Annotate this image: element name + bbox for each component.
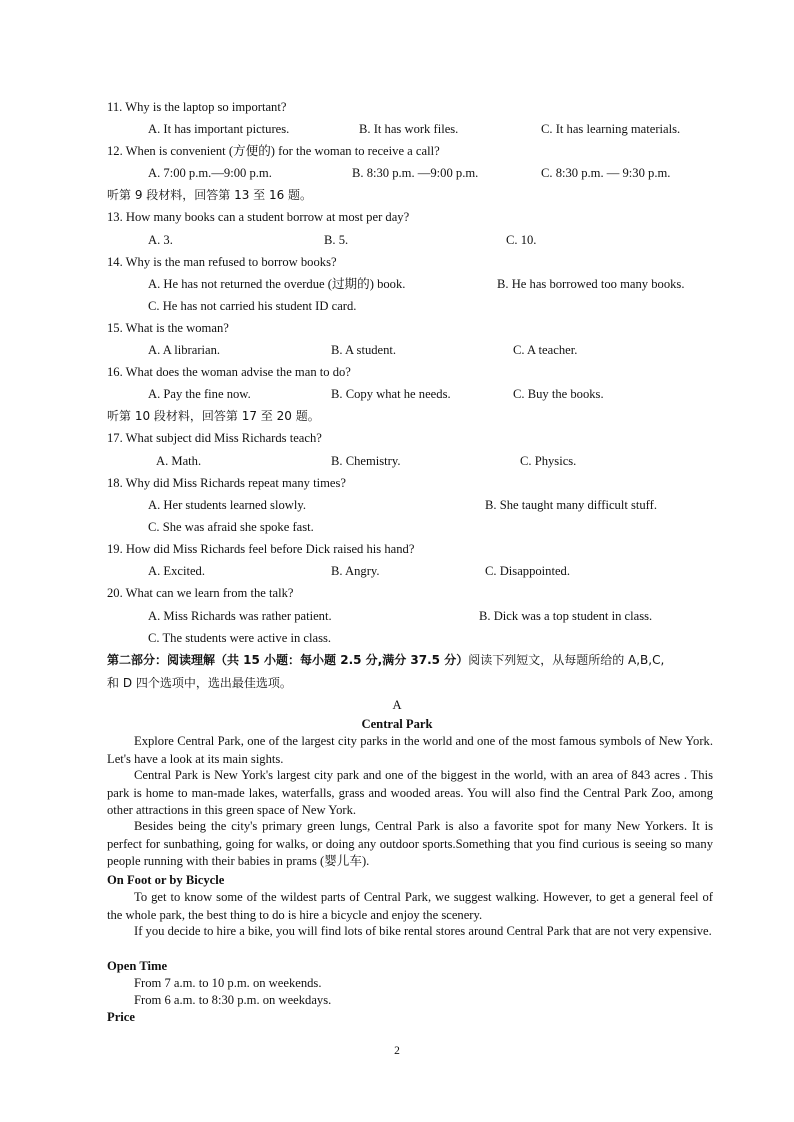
option-15b: B. A student. xyxy=(331,343,397,357)
option-11a: A. It has important pictures. xyxy=(148,122,290,136)
option-19c: C. Disappointed. xyxy=(485,564,571,578)
option-12a: A. 7:00 p.m.—9:00 p.m. xyxy=(148,166,272,180)
option-12b: B. 8:30 p.m. —9:00 p.m. xyxy=(352,166,479,180)
option-15a: A. A librarian. xyxy=(148,343,221,357)
option-13c: C. 10. xyxy=(506,233,537,247)
option-19b: B. Angry. xyxy=(331,564,380,578)
question-17: 17. What subject did Miss Richards teach? xyxy=(107,431,322,445)
heading-on-foot: On Foot or by Bicycle xyxy=(107,873,225,887)
part2-heading-bold: 第二部分：阅读理解（共 15 小题：每小题 2.5 分,满分 37.5 分） xyxy=(107,653,469,667)
section-9-instruction: 听第 9 段材料，回答第 13 至 16 题。 xyxy=(107,188,313,202)
passage-paragraph-2: Central Park is New York's largest city park and one of the biggest in the world, with an area of 843 acres . This park is home to man-made lakes, waterfalls, grass and wooded areas. You will also find the Central Park Zoo, among other attractions in this green space of New York. xyxy=(107,768,713,818)
heading-price: Price xyxy=(107,1010,135,1024)
option-18a: A. Her students learned slowly. xyxy=(148,498,306,512)
option-17a: A. Math. xyxy=(156,454,202,468)
passage-paragraph-5: If you decide to hire a bike, you will find lots of bike rental stores around Central Park that are not very expensive. xyxy=(134,924,712,938)
passage-title: Central Park xyxy=(361,717,433,731)
question-19: 19. How did Miss Richards feel before Dick raised his hand? xyxy=(107,542,415,556)
option-14b: B. He has borrowed too many books. xyxy=(497,277,685,291)
option-11b: B. It has work files. xyxy=(359,122,459,136)
open-time-weekends: From 7 a.m. to 10 p.m. on weekends. xyxy=(134,976,322,990)
option-17c: C. Physics. xyxy=(520,454,577,468)
option-20c: C. The students were active in class. xyxy=(148,631,332,645)
question-18: 18. Why did Miss Richards repeat many times? xyxy=(107,476,347,490)
part2-heading-line2: 和 D 四个选项中，选出最佳选项。 xyxy=(107,676,292,690)
option-20b: B. Dick was a top student in class. xyxy=(479,609,653,623)
question-15: 15. What is the woman? xyxy=(107,321,229,335)
question-16: 16. What does the woman advise the man to do? xyxy=(107,365,351,379)
option-18b: B. She taught many difficult stuff. xyxy=(485,498,657,512)
option-11c: C. It has learning materials. xyxy=(541,122,681,136)
option-13a: A. 3. xyxy=(148,233,173,247)
question-14: 14. Why is the man refused to borrow books? xyxy=(107,255,337,269)
passage-letter: A xyxy=(392,698,402,712)
page-number: 2 xyxy=(394,1045,400,1057)
part2-heading xyxy=(107,652,664,668)
option-15c: C. A teacher. xyxy=(513,343,578,357)
option-16c: C. Buy the books. xyxy=(513,387,604,401)
passage-paragraph-4: To get to know some of the wildest parts of Central Park, we suggest walking. However, to get a general feel of the whole park, the best thing to do is hire a bicycle and enjoy the scenery. xyxy=(107,890,713,922)
open-time-weekdays: From 6 a.m. to 8:30 p.m. on weekdays. xyxy=(134,993,332,1007)
option-13b: B. 5. xyxy=(324,233,349,247)
option-12c: C. 8:30 p.m. — 9:30 p.m. xyxy=(541,166,671,180)
question-12: 12. When is convenient (方便的) for the woman to receive a call? xyxy=(107,144,440,158)
option-17b: B. Chemistry. xyxy=(331,454,401,468)
question-20: 20. What can we learn from the talk? xyxy=(107,586,294,600)
question-11: 11. Why is the laptop so important? xyxy=(107,100,287,114)
option-16b: B. Copy what he needs. xyxy=(331,387,451,401)
passage-paragraph-3: Besides being the city's primary green lungs, Central Park is also a favorite spot for many New Yorkers. It is perfect for sunbathing, going for walks, or doing any outdoor sports.Something that you find curious is seeing so many people running with their babies in prams (婴儿车). xyxy=(107,819,713,869)
part2-heading-rest: 阅读下列短文，从每题所给的 A,B,C, xyxy=(468,653,665,667)
option-19a: A. Excited. xyxy=(148,564,206,578)
option-20a: A. Miss Richards was rather patient. xyxy=(148,609,332,623)
section-10-instruction: 听第 10 段材料，回答第 17 至 20 题。 xyxy=(107,409,320,423)
heading-open-time: Open Time xyxy=(107,959,168,973)
option-18c: C. She was afraid she spoke fast. xyxy=(148,520,314,534)
question-13: 13. How many books can a student borrow at most per day? xyxy=(107,210,410,224)
option-14a: A. He has not returned the overdue (过期的) book. xyxy=(148,277,406,291)
option-14c: C. He has not carried his student ID card. xyxy=(148,299,357,313)
passage-paragraph-1: Explore Central Park, one of the largest city parks in the world and one of the most famous symbols of New York. Let's have a look at its main sights. xyxy=(107,734,713,766)
option-16a: A. Pay the fine now. xyxy=(148,387,251,401)
